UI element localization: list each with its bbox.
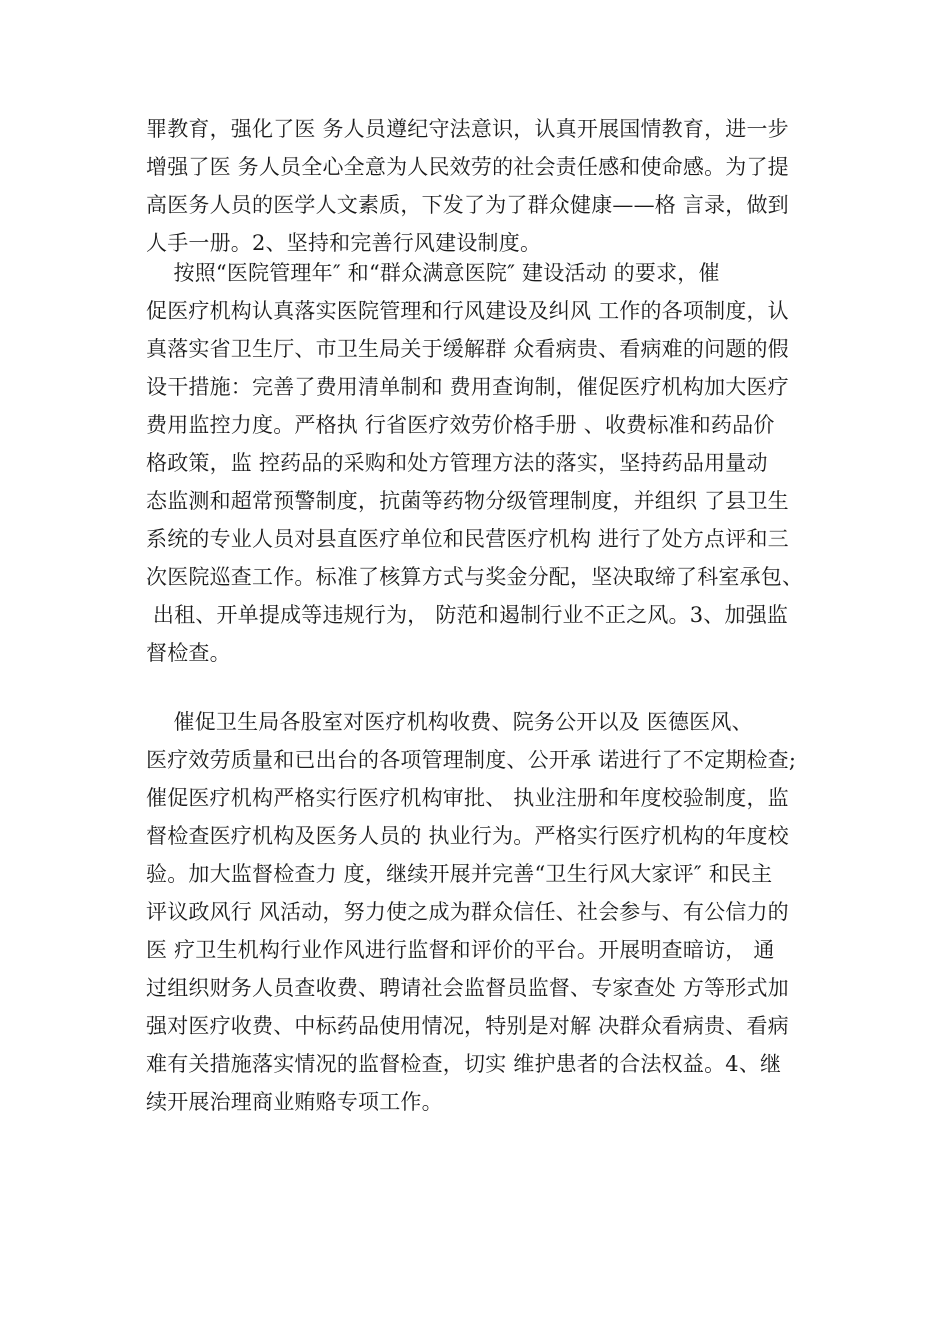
paragraph-2 [146,254,826,672]
text-line: 医 疗卫生机构行业作风进行监督和评价的平台。开展明查暗访， 通 [146,938,775,962]
text-line: 督检查。 [146,641,231,665]
text-line: 态监测和超常预警制度，抗菌等药物分级管理制度，并组织 了县卫生 [146,489,789,513]
text-line: 强对医疗收费、中标药品使用情况，特别是对解 决群众看病贵、看病 [146,1014,789,1038]
text-line: 次医院巡查工作。标准了核算方式与奖金分配，坚决取缔了科室承包、 [146,565,804,589]
text-line: 设干措施：完善了费用清单制和 费用查询制，催促医疗机构加大医疗 [146,375,789,399]
text-line: 按照“医院管理年″ 和“群众满意医院″ 建设活动 的要求，催 [146,261,720,285]
text-line: 人手一册。2、坚持和完善行风建设制度。 [146,231,542,255]
text-line: 系统的专业人员对县直医疗单位和民营医疗机构 进行了处方点评和三 [146,527,789,551]
text-line: 促医疗机构认真落实医院管理和行风建设及纠风 工作的各项制度，认 [146,299,789,323]
text-line: 评议政风行 风活动，努力使之成为群众信任、社会参与、有公信力的 [146,900,789,924]
text-line: 费用监控力度。严格执 行省医疗效劳价格手册 、收费标准和药品价 [146,413,775,437]
text-line: 高医务人员的医学人文素质，下发了为了群众健康——格 言录，做到 [146,193,789,217]
paragraph-3 [146,703,826,1121]
text-line: 格政策，监 控药品的采购和处方管理方法的落实，坚持药品用量动 [146,451,768,475]
text-line: 续开展治理商业贿赂专项工作。 [146,1090,443,1114]
text-line: 催促卫生局各股室对医疗机构收费、院务公开以及 医德医风、 [146,710,753,734]
text-line: 医疗效劳质量和已出台的各项管理制度、公开承 诺进行了不定期检查; [146,748,797,772]
text-line: 增强了医 务人员全心全意为人民效劳的社会责任感和使命感。为了提 [146,155,789,179]
text-line: 难有关措施落实情况的监督检查，切实 维护患者的合法权益。4、继 [146,1052,782,1076]
text-line: 罪教育，强化了医 务人员遵纪守法意识，认真开展国情教育，进一步 [146,117,789,141]
text-line: 真落实省卫生厅、市卫生局关于缓解群 众看病贵、看病难的问题的假 [146,337,789,361]
text-line: 催促医疗机构严格实行医疗机构审批、 执业注册和年度校验制度，监 [146,786,789,810]
paragraph-1 [146,110,826,262]
text-line: 过组织财务人员查收费、聘请社会监督员监督、专家查处 方等形式加 [146,976,789,1000]
text-line: 验。加大监督检查力 度，继续开展并完善“卫生行风大家评″ 和民主 [146,862,773,886]
text-line: 督检查医疗机构及医务人员的 执业行为。严格实行医疗机构的年度校 [146,824,789,848]
text-line: 出租、开单提成等违规行为， 防范和遏制行业不正之风。3、加强监 [146,603,789,627]
